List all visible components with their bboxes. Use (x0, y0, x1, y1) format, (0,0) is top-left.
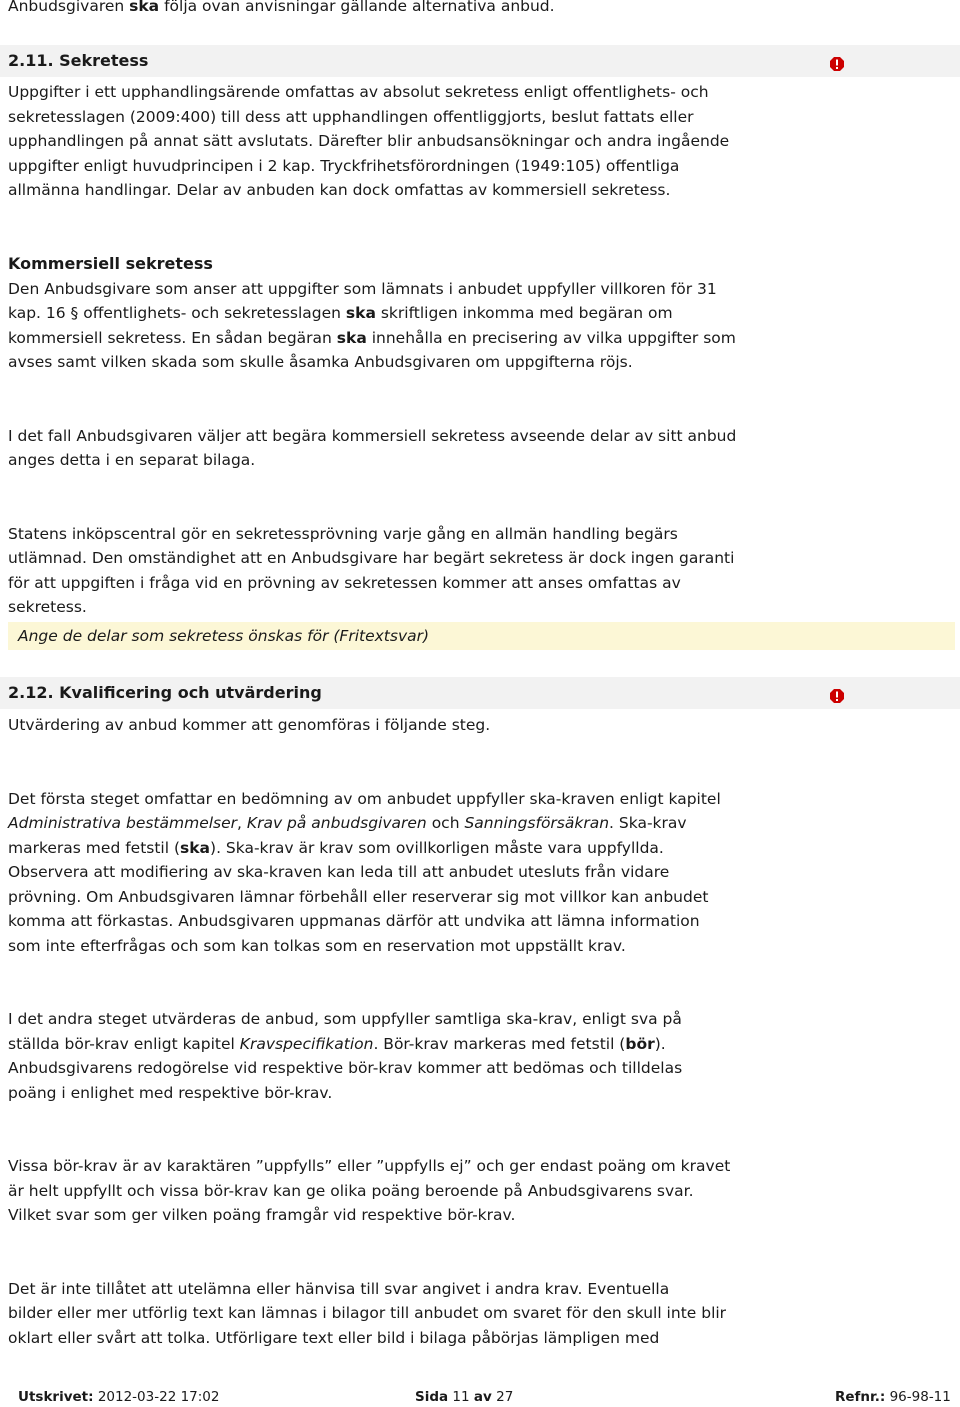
footer-page-number: Sida 11 av 27 (415, 1389, 514, 1405)
paragraph-line: Det är inte tillåtet att utelämna eller hänvisa till svar angivet i andra krav. Eventuella (8, 1279, 670, 1298)
paragraph-line: Den Anbudsgivare som anser att uppgifter som lämnats i anbudet uppfyller villkoren för 31 (8, 279, 717, 298)
paragraph-line: är helt uppfyllt och vissa bör-krav kan ge olika poäng beroende på Anbudsgivarens svar. (8, 1181, 694, 1200)
paragraph-line: som inte efterfrågas och som kan tolkas som en reservation mot uppställt krav. (8, 936, 626, 955)
paragraph-line: Uppgifter i ett upphandlingsärende omfattas av absolut sekretess enligt offentlighets- och (8, 83, 709, 101)
alert-icon (830, 57, 844, 71)
paragraph-line: upphandlingen på annat sätt avslutats. Därefter blir anbudsansökningar och andra ingående (8, 132, 730, 150)
paragraph-line: Utvärdering av anbud kommer att genomföras i följande steg. (8, 716, 491, 734)
paragraph-line: Administrativa bestämmelser, Krav på anbudsgivaren och Sanningsförsäkran. Ska-krav (8, 814, 687, 832)
paragraph-line: allmänna handlingar. Delar av anbuden kan dock omfattas av kommersiell sekretess. (8, 181, 671, 199)
alert-icon (830, 689, 844, 703)
free-text-answer-field[interactable]: Ange de delar som sekretess önskas för (Fritextsvar) (8, 622, 955, 650)
footer-reference-number: Refnr.: 96-98-11 (835, 1389, 951, 1405)
paragraph-line: för att uppgiften i fråga vid en prövning av sekretessen kommer att anses omfattas av (8, 573, 681, 592)
paragraph-line: kommersiell sekretess. En sådan begäran ska innehålla en precisering av vilka uppgifter som (8, 328, 736, 347)
paragraph-line: Vissa bör-krav är av karaktären ”uppfylls” eller ”uppfylls ej” och ger endast poäng om kravet (8, 1157, 731, 1175)
paragraph-line: Anbudsgivarens redogörelse vid respektive bör-krav kommer att bedömas och tilldelas (8, 1059, 683, 1077)
paragraph-line: oklart eller svårt att tolka. Utförligare text eller bild i bilaga påbörjas lämpligen med (8, 1328, 660, 1347)
section-title: 2.12. Kvalificering och utvärdering (8, 683, 322, 702)
paragraph-line: prövning. Om Anbudsgivaren lämnar förbehåll eller reserverar sig mot villkor kan anbudet (8, 887, 709, 906)
footer-printed: Utskrivet: 2012-03-22 17:02 (18, 1389, 220, 1405)
paragraph-line: uppgifter enligt huvudprincipen i 2 kap. Tryckfrihetsförordningen (1949:105) offentliga (8, 156, 680, 175)
subsection-title: Kommersiell sekretess (8, 254, 213, 273)
paragraph-line: avses samt vilken skada som skulle åsamka Anbudsgivaren om uppgifterna röjs. (8, 353, 633, 371)
paragraph-line: sekretess. (8, 598, 87, 616)
paragraph-line: ställda bör-krav enligt kapitel Kravspecifikation. Bör-krav markeras med fetstil (bör). (8, 1034, 666, 1053)
top-instruction: Anbudsgivaren ska följa ovan anvisningar gällande alternativa anbud. (8, 0, 555, 15)
paragraph-line: utlämnad. Den omständighet att en Anbudsgivare har begärt sekretess är dock ingen garanti (8, 549, 735, 567)
paragraph-line: I det fall Anbudsgivaren väljer att begära kommersiell sekretess avseende delar av sitt anbud (8, 426, 737, 445)
paragraph-line: bilder eller mer utförlig text kan lämnas i bilagor till anbudet om svaret för den skull inte blir (8, 1304, 727, 1322)
section-title: 2.11. Sekretess (8, 51, 149, 70)
paragraph-line: markeras med fetstil (ska). Ska-krav är krav som ovillkorligen måste vara uppfyllda. (8, 838, 664, 857)
paragraph-line: Det första steget omfattar en bedömning av om anbudet uppfyller ska-kraven enligt kapitel (8, 789, 721, 808)
paragraph-line: Vilket svar som ger vilken poäng framgår vid respektive bör-krav. (8, 1206, 516, 1224)
paragraph-line: poäng i enlighet med respektive bör-krav. (8, 1083, 333, 1102)
paragraph-line: kap. 16 § offentlighets- och sekretesslagen ska skriftligen inkomma med begäran om (8, 304, 673, 322)
paragraph-line: anges detta i en separat bilaga. (8, 451, 256, 469)
paragraph-line: Observera att modifiering av ska-kraven kan leda till att anbudet utesluts från vidare (8, 863, 670, 881)
paragraph-line: komma att förkastas. Anbudsgivaren uppmanas därför att undvika att lämna information (8, 912, 700, 930)
paragraph-line: Statens inköpscentral gör en sekretessprövning varje gång en allmän handling begärs (8, 524, 678, 543)
paragraph-line: I det andra steget utvärderas de anbud, som uppfyller samtliga ska-krav, enligt sva på (8, 1010, 682, 1028)
paragraph-line: sekretesslagen (2009:400) till dess att upphandlingen offentliggjorts, beslut fattats eller (8, 107, 694, 126)
